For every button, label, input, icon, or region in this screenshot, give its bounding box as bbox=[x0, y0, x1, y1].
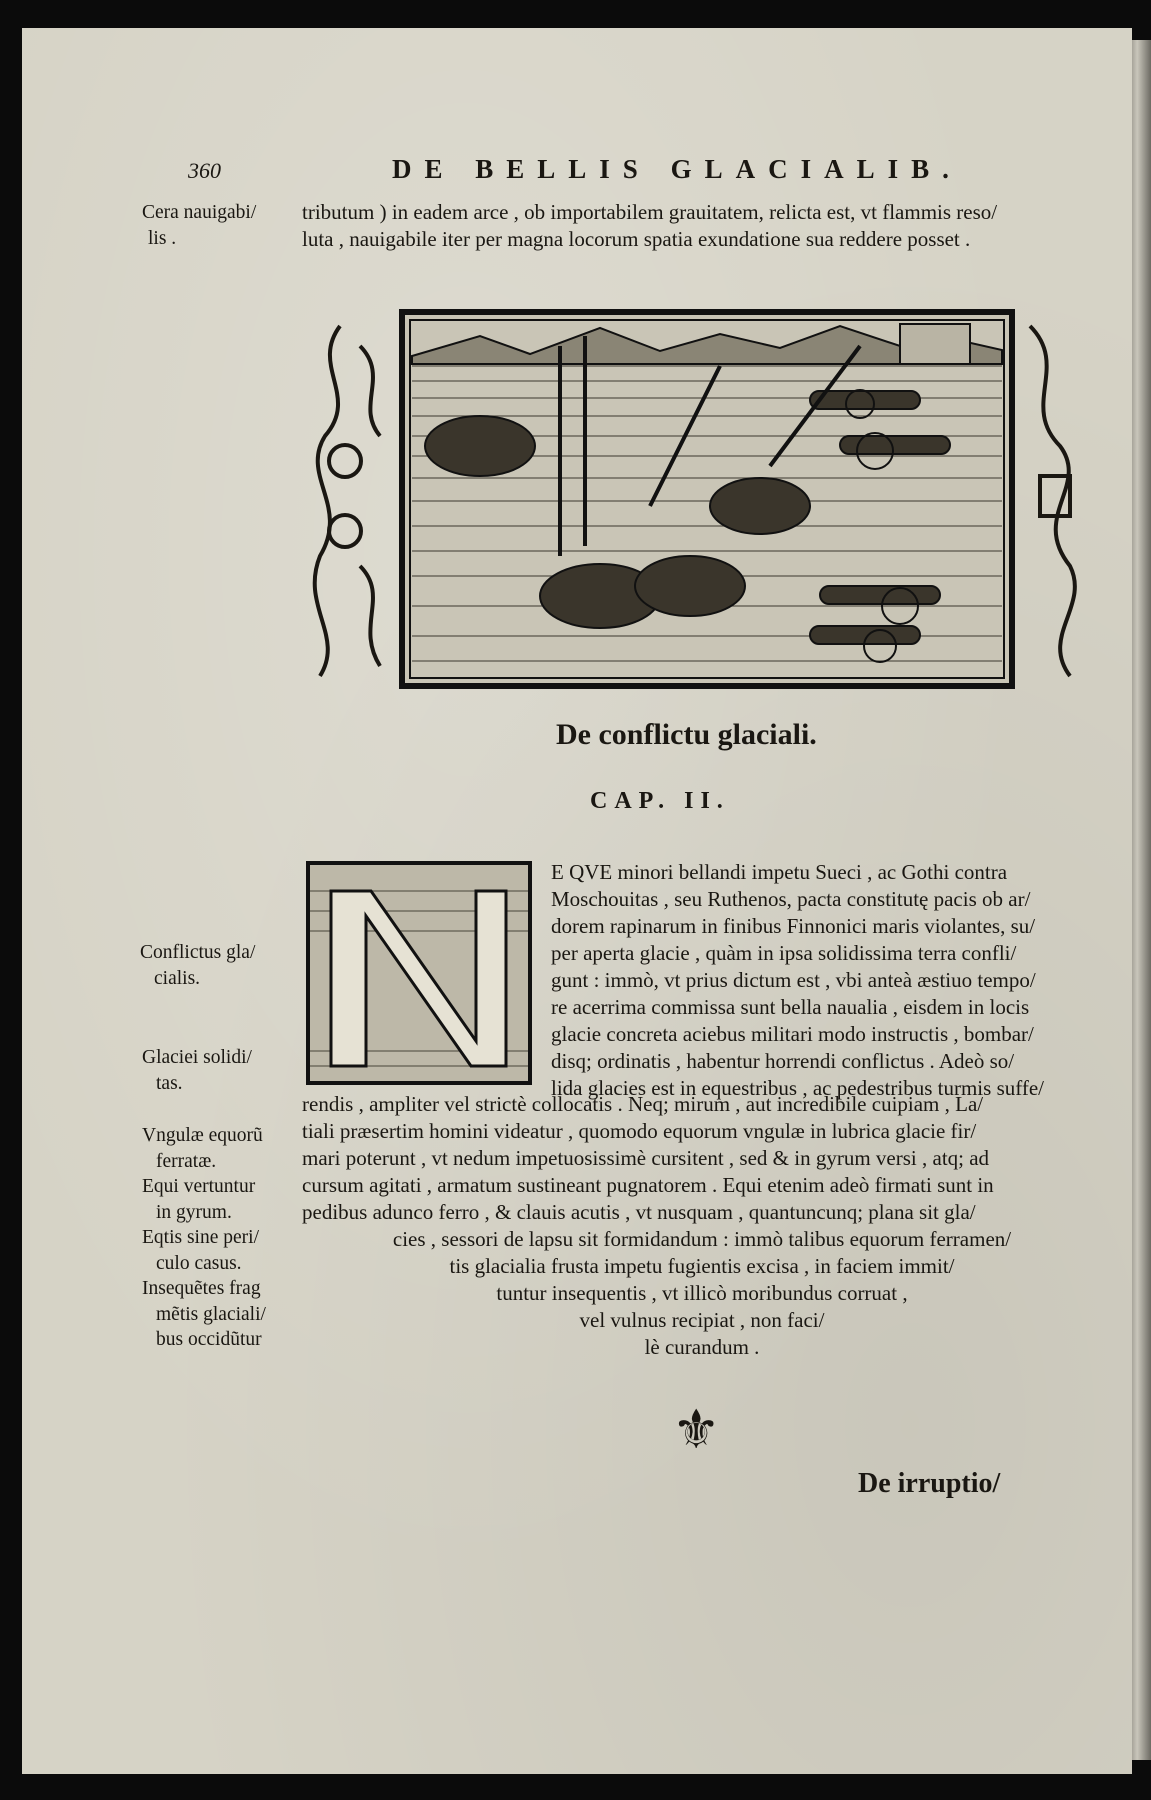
text-line: Moschouitas , seu Ruthenos, pacta constitutę pacis ob ar/ bbox=[551, 887, 1031, 911]
margin-note-line: in gyrum. bbox=[156, 1201, 232, 1223]
main-paragraph bbox=[302, 1091, 994, 1226]
text-line: tis glacialia frusta impetu fugientis excisa , in faciem immit/ bbox=[449, 1254, 955, 1278]
margin-note-line: Conflictus gla/ bbox=[140, 942, 256, 963]
text-line: lida glacies est in equestribus , ac pedestribus turmis suffe/ bbox=[551, 1076, 1044, 1100]
margin-note-line: Equi vertuntur bbox=[142, 1176, 256, 1197]
margin-note bbox=[140, 940, 255, 991]
text-line: re acerrima commissa sunt bella naualia , eisdem in locis bbox=[551, 995, 1030, 1019]
margin-note-line: lis . bbox=[148, 227, 177, 249]
text-line: pedibus adunco ferro , & clauis acutis , vt nusquam , quantuncunq; plana sit gla/ bbox=[302, 1200, 976, 1224]
text-line: per aperta glacie , quàm in ipsa solidissima terra confli/ bbox=[551, 941, 1017, 965]
margin-note bbox=[142, 1123, 266, 1353]
text-line: luta , nauigabile iter per magna locorum spatia exundatione sua reddere posset . bbox=[302, 227, 971, 251]
chapter-heading: CAP. II. bbox=[590, 788, 730, 814]
margin-note-line: Insequẽtes frag bbox=[142, 1278, 261, 1299]
margin-note-line: culo casus. bbox=[156, 1252, 242, 1274]
margin-note-line: Vngulæ equorũ bbox=[142, 1125, 263, 1146]
margin-note-line: cialis. bbox=[154, 967, 201, 989]
text-line: glacie concreta aciebus militari modo instructis , bombar/ bbox=[551, 1022, 1034, 1046]
page-number: 360 bbox=[188, 158, 221, 183]
ornament-left bbox=[315, 326, 380, 676]
text-line: dorem rapinarum in finibus Finnonici maris violantes, su/ bbox=[551, 914, 1036, 938]
ornament-right bbox=[1030, 326, 1075, 676]
fleuron-ornament-icon: ⚜ bbox=[672, 1400, 721, 1460]
margin-note-cera bbox=[142, 200, 256, 251]
margin-note-line: Cera nauigabi/ bbox=[142, 202, 257, 223]
text-line: E QVE minori bellandi impetu Sueci , ac Gothi contra bbox=[551, 860, 1008, 884]
running-title: DE BELLIS GLACIALIB. bbox=[392, 154, 962, 184]
woodcut-illustration bbox=[300, 306, 1100, 690]
text-line: cursum agitati , armatum sustineant pugnatorem . Equi etenim adeò firmati sunt in bbox=[302, 1173, 994, 1197]
margin-note-line: ferratæ. bbox=[156, 1150, 217, 1172]
text-line: lè curandum . bbox=[644, 1335, 760, 1359]
text-line: cies , sessori de lapsu sit formidandum : immò talibus equorum ferramen/ bbox=[392, 1227, 1012, 1251]
margin-note-line: mẽtis glaciali/ bbox=[156, 1303, 266, 1325]
cap-paragraph bbox=[551, 859, 1044, 1102]
text-line: tuntur insequentis , vt illicò moribundus corruat , bbox=[496, 1281, 908, 1305]
text-line: gunt : immò, vt prius dictum est , vbi anteà æstiuo tempo/ bbox=[551, 968, 1036, 992]
section-caption: De conflictu glaciali. bbox=[556, 718, 817, 751]
margin-note-line: bus occidũtur bbox=[156, 1329, 262, 1350]
margin-note bbox=[142, 1045, 252, 1096]
tapered-paragraph bbox=[302, 1226, 1102, 1361]
top-paragraph bbox=[302, 199, 997, 253]
text-line: rendis , ampliter vel strictè collocatis . Neq; mirum , aut incredibile cuipiam , La/ bbox=[302, 1092, 984, 1116]
margin-note-line: Eqtis sine peri/ bbox=[142, 1227, 259, 1248]
text-line: tributum ) in eadem arce , ob importabilem grauitatem, relicta est, vt flammis reso/ bbox=[302, 200, 998, 224]
text-line: mari poterunt , vt nedum impetuosissimè cursitent , sed & in gyrum versi , atq; ad bbox=[302, 1146, 990, 1170]
drop-cap-illustration bbox=[306, 861, 532, 1085]
catchword: De irruptio/ bbox=[858, 1468, 1001, 1499]
margin-note-line: Glaciei solidi/ bbox=[142, 1047, 252, 1068]
text-line: tiali præsertim homini videatur , quomodo equorum vngulæ in lubrica glacie fir/ bbox=[302, 1119, 977, 1143]
margin-note-line: tas. bbox=[156, 1072, 183, 1094]
text-line: vel vulnus recipiat , non faci/ bbox=[579, 1308, 825, 1332]
text-line: disq; ordinatis , habentur horrendi conflictus . Adeò so/ bbox=[551, 1049, 1015, 1073]
